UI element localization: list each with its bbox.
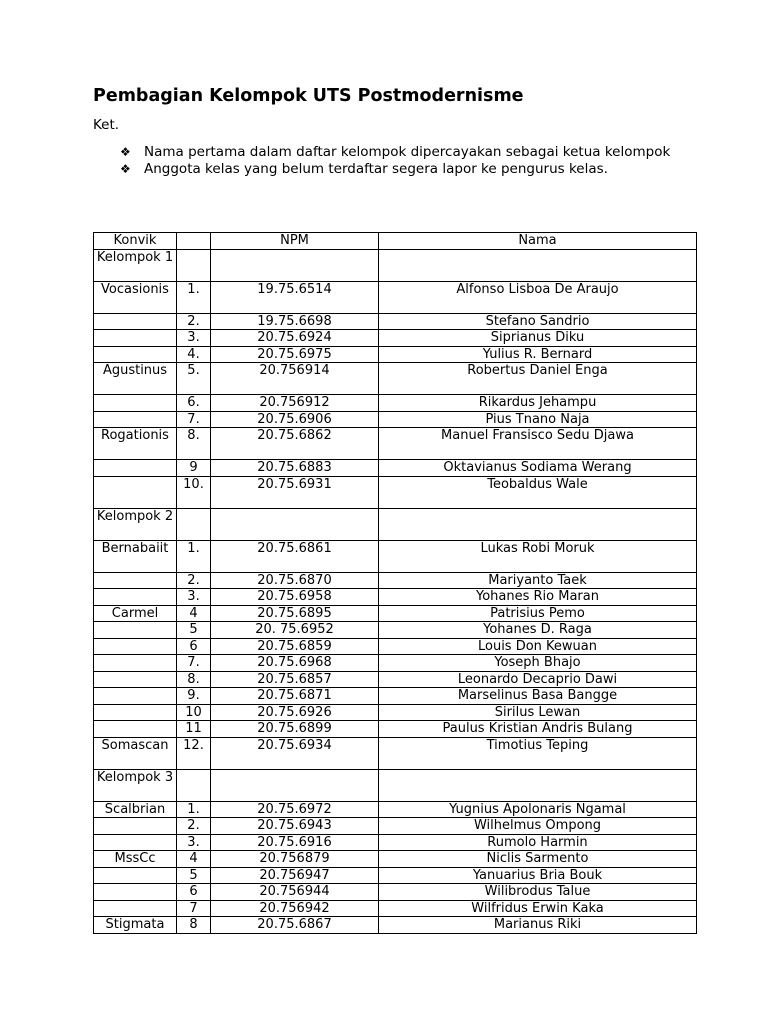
npm-cell: 20.75.6968	[211, 655, 379, 672]
nama-cell: Paulus Kristian Andris Bulang	[379, 721, 697, 738]
konvik-cell	[94, 395, 177, 412]
empty-cell	[211, 249, 379, 281]
konvik-cell	[94, 330, 177, 347]
table-row	[94, 671, 697, 688]
npm-cell: 20.756879	[211, 851, 379, 868]
number-cell: 6.	[177, 395, 211, 412]
konvik-cell	[94, 638, 177, 655]
table-row	[94, 330, 697, 347]
konvik-cell: Agustinus	[94, 363, 177, 395]
group-label: Kelompok 3	[94, 769, 177, 801]
npm-cell: 20.756944	[211, 884, 379, 901]
number-cell: 3.	[177, 834, 211, 851]
table-row	[94, 737, 697, 769]
npm-cell: 20. 75.6952	[211, 622, 379, 639]
number-cell: 8.	[177, 428, 211, 460]
konvik-cell	[94, 313, 177, 330]
konvik-cell: Scalbrian	[94, 801, 177, 818]
npm-cell: 20.75.6934	[211, 737, 379, 769]
npm-cell: 20.75.6958	[211, 589, 379, 606]
empty-cell	[379, 249, 697, 281]
nama-cell: Rikardus Jehampu	[379, 395, 697, 412]
nama-cell: Yoseph Bhajo	[379, 655, 697, 672]
notes-list	[120, 144, 680, 177]
number-cell: 2.	[177, 572, 211, 589]
ket-label: Ket.	[93, 117, 120, 133]
npm-cell: 20.75.6931	[211, 476, 379, 508]
header-nama: Nama	[379, 233, 697, 250]
number-cell: 3.	[177, 589, 211, 606]
npm-cell: 20.756942	[211, 900, 379, 917]
npm-cell: 20.75.6972	[211, 801, 379, 818]
konvik-cell: Vocasionis	[94, 281, 177, 313]
nama-cell: Leonardo Decaprio Dawi	[379, 671, 697, 688]
konvik-cell	[94, 818, 177, 835]
nama-cell: Stefano Sandrio	[379, 313, 697, 330]
nama-cell: Pius Tnano Naja	[379, 411, 697, 428]
nama-cell: Alfonso Lisboa De Araujo	[379, 281, 697, 313]
npm-cell: 20.756914	[211, 363, 379, 395]
note-item	[120, 161, 680, 178]
empty-cell	[177, 769, 211, 801]
konvik-cell	[94, 671, 177, 688]
table-row	[94, 363, 697, 395]
npm-cell: 20.756912	[211, 395, 379, 412]
empty-cell	[211, 769, 379, 801]
table-row	[94, 346, 697, 363]
number-cell: 5	[177, 867, 211, 884]
konvik-cell: Bernabaiit	[94, 540, 177, 572]
konvik-cell	[94, 346, 177, 363]
table-row	[94, 917, 697, 934]
number-cell: 4.	[177, 346, 211, 363]
number-cell: 7.	[177, 411, 211, 428]
konvik-cell	[94, 704, 177, 721]
npm-cell: 20.75.6862	[211, 428, 379, 460]
number-cell: 9.	[177, 688, 211, 705]
number-cell: 12.	[177, 737, 211, 769]
npm-cell: 20.75.6916	[211, 834, 379, 851]
table-row	[94, 622, 697, 639]
number-cell: 4	[177, 605, 211, 622]
nama-cell: Patrisius Pemo	[379, 605, 697, 622]
empty-cell	[379, 769, 697, 801]
table-row	[94, 851, 697, 868]
nama-cell: Marselinus Basa Bangge	[379, 688, 697, 705]
number-cell: 9	[177, 460, 211, 477]
table-row	[94, 428, 697, 460]
group-header-row	[94, 769, 697, 801]
npm-cell: 20.75.6895	[211, 605, 379, 622]
nama-cell: Teobaldus Wale	[379, 476, 697, 508]
nama-cell: Yohanes Rio Maran	[379, 589, 697, 606]
npm-cell: 20.75.6906	[211, 411, 379, 428]
konvik-cell	[94, 834, 177, 851]
number-cell: 10	[177, 704, 211, 721]
npm-cell: 20.75.6859	[211, 638, 379, 655]
table-row	[94, 688, 697, 705]
table-row	[94, 476, 697, 508]
npm-cell: 20.75.6883	[211, 460, 379, 477]
nama-cell: Wilhelmus Ompong	[379, 818, 697, 835]
npm-cell: 20.75.6861	[211, 540, 379, 572]
npm-cell: 20.75.6975	[211, 346, 379, 363]
nama-cell: Marianus Riki	[379, 917, 697, 934]
table-row	[94, 867, 697, 884]
group-table	[93, 232, 697, 934]
number-cell: 3.	[177, 330, 211, 347]
number-cell: 2.	[177, 313, 211, 330]
group-label: Kelompok 1	[94, 249, 177, 281]
nama-cell: Sirilus Lewan	[379, 704, 697, 721]
konvik-cell	[94, 900, 177, 917]
table-row	[94, 313, 697, 330]
empty-cell	[211, 508, 379, 540]
npm-cell: 20.75.6924	[211, 330, 379, 347]
npm-cell: 20.756947	[211, 867, 379, 884]
header-npm: NPM	[211, 233, 379, 250]
number-cell: 11	[177, 721, 211, 738]
nama-cell: Yulius R. Bernard	[379, 346, 697, 363]
konvik-cell: Rogationis	[94, 428, 177, 460]
table-row	[94, 411, 697, 428]
header-number	[177, 233, 211, 250]
npm-cell: 19.75.6698	[211, 313, 379, 330]
nama-cell: Rumolo Harmin	[379, 834, 697, 851]
number-cell: 8.	[177, 671, 211, 688]
note-item	[120, 144, 680, 161]
note-text: Nama pertama dalam daftar kelompok dipercayakan sebagai ketua kelompok	[144, 144, 671, 160]
nama-cell: Oktavianus Sodiama Werang	[379, 460, 697, 477]
number-cell: 1.	[177, 281, 211, 313]
empty-cell	[177, 508, 211, 540]
nama-cell: Manuel Fransisco Sedu Djawa	[379, 428, 697, 460]
number-cell: 2.	[177, 818, 211, 835]
nama-cell: Wilibrodus Talue	[379, 884, 697, 901]
konvik-cell: Stigmata	[94, 917, 177, 934]
number-cell: 7	[177, 900, 211, 917]
document-title: Pembagian Kelompok UTS Postmodernisme	[93, 86, 524, 106]
group-label: Kelompok 2	[94, 508, 177, 540]
table-row	[94, 834, 697, 851]
empty-cell	[177, 249, 211, 281]
npm-cell: 20.75.6867	[211, 917, 379, 934]
number-cell: 6	[177, 638, 211, 655]
konvik-cell: Carmel	[94, 605, 177, 622]
number-cell: 1.	[177, 540, 211, 572]
konvik-cell	[94, 655, 177, 672]
nama-cell: Mariyanto Taek	[379, 572, 697, 589]
konvik-cell: MssCc	[94, 851, 177, 868]
table-row	[94, 801, 697, 818]
diamond-bullet-icon: ❖	[120, 145, 131, 159]
table-row	[94, 589, 697, 606]
table-row	[94, 900, 697, 917]
table-row	[94, 281, 697, 313]
konvik-cell	[94, 572, 177, 589]
konvik-cell	[94, 622, 177, 639]
note-text: Anggota kelas yang belum terdaftar segera lapor ke pengurus kelas.	[144, 160, 608, 177]
table-row	[94, 818, 697, 835]
konvik-cell	[94, 884, 177, 901]
number-cell: 7.	[177, 655, 211, 672]
konvik-cell	[94, 460, 177, 477]
nama-cell: Yohanes D. Raga	[379, 622, 697, 639]
table-body	[94, 249, 697, 933]
group-header-row	[94, 508, 697, 540]
table-row	[94, 638, 697, 655]
table-row	[94, 605, 697, 622]
npm-cell: 20.75.6943	[211, 818, 379, 835]
number-cell: 5.	[177, 363, 211, 395]
number-cell: 6	[177, 884, 211, 901]
nama-cell: Niclis Sarmento	[379, 851, 697, 868]
number-cell: 1.	[177, 801, 211, 818]
nama-cell: Timotius Teping	[379, 737, 697, 769]
nama-cell: Yugnius Apolonaris Ngamal	[379, 801, 697, 818]
number-cell: 4	[177, 851, 211, 868]
number-cell: 10.	[177, 476, 211, 508]
table-row	[94, 721, 697, 738]
table-header-row	[94, 233, 697, 250]
nama-cell: Louis Don Kewuan	[379, 638, 697, 655]
npm-cell: 20.75.6857	[211, 671, 379, 688]
header-konvik: Konvik	[94, 233, 177, 250]
diamond-bullet-icon: ❖	[120, 161, 131, 176]
nama-cell: Wilfridus Erwin Kaka	[379, 900, 697, 917]
table-row	[94, 395, 697, 412]
number-cell: 5	[177, 622, 211, 639]
npm-cell: 20.75.6870	[211, 572, 379, 589]
konvik-cell	[94, 589, 177, 606]
table-row	[94, 655, 697, 672]
nama-cell: Siprianus Diku	[379, 330, 697, 347]
group-header-row	[94, 249, 697, 281]
konvik-cell: Somascan	[94, 737, 177, 769]
table-row	[94, 704, 697, 721]
nama-cell: Yanuarius Bria Bouk	[379, 867, 697, 884]
nama-cell: Robertus Daniel Enga	[379, 363, 697, 395]
table-row	[94, 540, 697, 572]
konvik-cell	[94, 476, 177, 508]
npm-cell: 20.75.6926	[211, 704, 379, 721]
konvik-cell	[94, 867, 177, 884]
konvik-cell	[94, 688, 177, 705]
table-row	[94, 460, 697, 477]
table-row	[94, 884, 697, 901]
table-row	[94, 572, 697, 589]
npm-cell: 19.75.6514	[211, 281, 379, 313]
npm-cell: 20.75.6899	[211, 721, 379, 738]
number-cell: 8	[177, 917, 211, 934]
konvik-cell	[94, 411, 177, 428]
konvik-cell	[94, 721, 177, 738]
npm-cell: 20.75.6871	[211, 688, 379, 705]
empty-cell	[379, 508, 697, 540]
nama-cell: Lukas Robi Moruk	[379, 540, 697, 572]
